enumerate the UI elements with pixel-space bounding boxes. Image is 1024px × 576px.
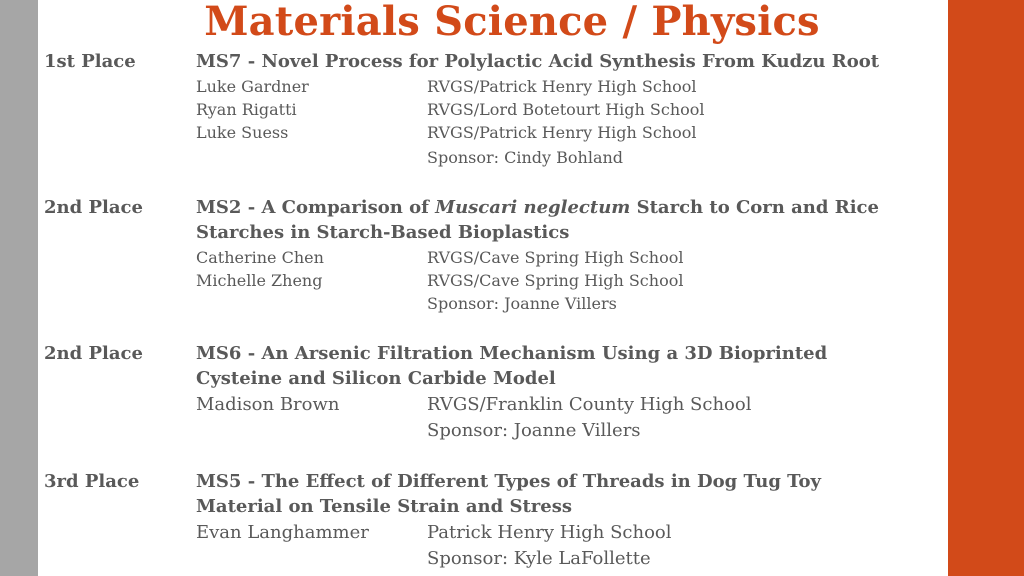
project-title-suffix: Starch to Corn and Rice (630, 197, 879, 218)
student-name: Michelle Zheng (196, 271, 323, 290)
sponsor-label: Sponsor: Kyle LaFollette (427, 548, 651, 569)
student-name: Madison Brown (196, 394, 340, 415)
left-accent-bar (0, 0, 38, 576)
project-title-line2: Starches in Starch-Based Bioplastics (196, 222, 570, 243)
student-school: RVGS/Franklin County High School (427, 394, 752, 415)
right-accent-bar (948, 0, 1024, 576)
place-label: 2nd Place (44, 343, 143, 364)
project-title-line2: Material on Tensile Strain and Stress (196, 496, 572, 517)
project-title: MS6 - An Arsenic Filtration Mechanism Using a 3D Bioprinted (196, 343, 828, 364)
student-name: Catherine Chen (196, 248, 324, 267)
student-school: Patrick Henry High School (427, 522, 672, 543)
sponsor-label: Sponsor: Joanne Villers (427, 294, 617, 313)
student-school: RVGS/Patrick Henry High School (427, 77, 697, 96)
place-label: 3rd Place (44, 471, 140, 492)
place-label: 2nd Place (44, 197, 143, 218)
slide-title: Materials Science / Physics (204, 0, 820, 45)
student-name: Ryan Rigatti (196, 100, 297, 119)
project-title-prefix: MS2 - A Comparison of (196, 197, 436, 218)
project-title: MS5 - The Effect of Different Types of Threads in Dog Tug Toy (196, 471, 821, 492)
student-school: RVGS/Patrick Henry High School (427, 123, 697, 142)
sponsor-label: Sponsor: Joanne Villers (427, 420, 641, 441)
project-title (196, 195, 879, 220)
student-name: Luke Suess (196, 123, 289, 142)
sponsor-label: Sponsor: Cindy Bohland (427, 148, 624, 167)
project-title-line2: Cysteine and Silicon Carbide Model (196, 368, 556, 389)
student-name: Luke Gardner (196, 77, 309, 96)
place-label: 1st Place (44, 51, 136, 72)
student-school: RVGS/Lord Botetourt High School (427, 100, 705, 119)
project-title-species: Muscari neglectum (435, 197, 631, 218)
student-school: RVGS/Cave Spring High School (427, 248, 684, 267)
project-title: MS7 - Novel Process for Polylactic Acid Synthesis From Kudzu Root (196, 51, 880, 72)
student-school: RVGS/Cave Spring High School (427, 271, 684, 290)
student-name: Evan Langhammer (196, 522, 369, 543)
